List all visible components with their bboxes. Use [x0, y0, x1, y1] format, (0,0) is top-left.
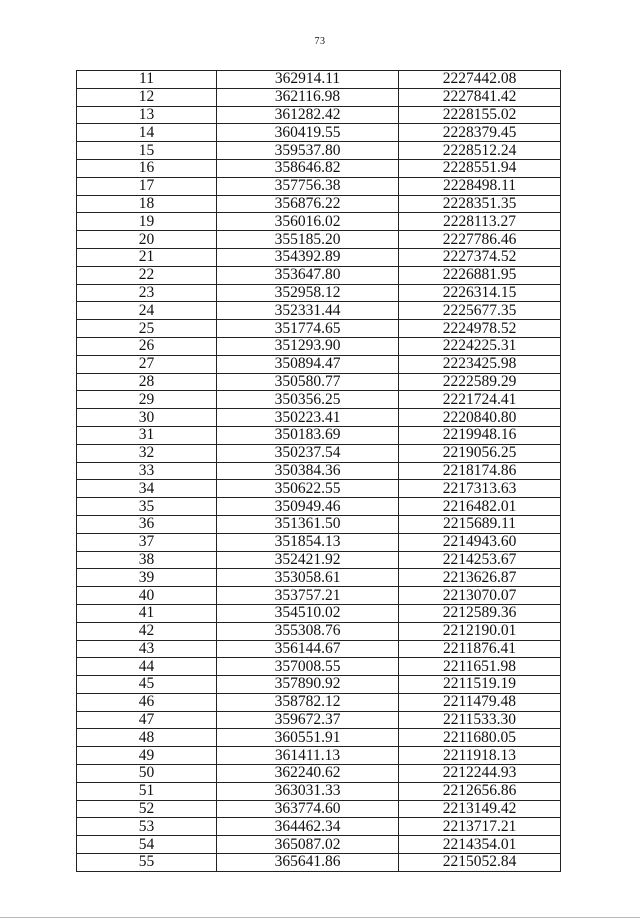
- y-coordinate-cell: 2215689.11: [399, 515, 561, 533]
- point-number-cell: 53: [77, 818, 217, 836]
- point-number-cell: 55: [77, 854, 217, 872]
- y-coordinate-cell: 2222589.29: [399, 373, 561, 391]
- y-coordinate-cell: 2227374.52: [399, 248, 561, 266]
- table-row: [77, 337, 561, 355]
- table-row: [77, 640, 561, 658]
- x-coordinate-cell: 358782.12: [217, 693, 399, 711]
- x-coordinate-cell: 351293.90: [217, 337, 399, 355]
- table-row: [77, 515, 561, 533]
- y-coordinate-cell: 2221724.41: [399, 391, 561, 409]
- y-coordinate-cell: 2218174.86: [399, 462, 561, 480]
- table-row: [77, 231, 561, 249]
- point-number-cell: 14: [77, 124, 217, 142]
- x-coordinate-cell: 352421.92: [217, 551, 399, 569]
- table-row: [77, 658, 561, 676]
- point-number-cell: 35: [77, 498, 217, 516]
- y-coordinate-cell: 2213070.07: [399, 587, 561, 605]
- point-number-cell: 36: [77, 515, 217, 533]
- table-row: [77, 693, 561, 711]
- point-number-cell: 16: [77, 159, 217, 177]
- table-row: [77, 124, 561, 142]
- table-row: [77, 836, 561, 854]
- point-number-cell: 29: [77, 391, 217, 409]
- y-coordinate-cell: 2211479.48: [399, 693, 561, 711]
- x-coordinate-cell: 353647.80: [217, 266, 399, 284]
- point-number-cell: 26: [77, 337, 217, 355]
- x-coordinate-cell: 365087.02: [217, 836, 399, 854]
- y-coordinate-cell: 2228113.27: [399, 213, 561, 231]
- point-number-cell: 38: [77, 551, 217, 569]
- point-number-cell: 15: [77, 142, 217, 160]
- x-coordinate-cell: 351361.50: [217, 515, 399, 533]
- x-coordinate-cell: 364462.34: [217, 818, 399, 836]
- y-coordinate-cell: 2224225.31: [399, 337, 561, 355]
- point-number-cell: 37: [77, 533, 217, 551]
- y-coordinate-cell: 2214253.67: [399, 551, 561, 569]
- x-coordinate-cell: 351854.13: [217, 533, 399, 551]
- point-number-cell: 45: [77, 676, 217, 694]
- x-coordinate-cell: 350949.46: [217, 498, 399, 516]
- table-row: [77, 569, 561, 587]
- table-row: [77, 711, 561, 729]
- point-number-cell: 22: [77, 266, 217, 284]
- x-coordinate-cell: 355308.76: [217, 622, 399, 640]
- x-coordinate-cell: 353058.61: [217, 569, 399, 587]
- table-row: [77, 302, 561, 320]
- x-coordinate-cell: 350356.25: [217, 391, 399, 409]
- table-row: [77, 426, 561, 444]
- x-coordinate-cell: 363774.60: [217, 800, 399, 818]
- y-coordinate-cell: 2226314.15: [399, 284, 561, 302]
- y-coordinate-cell: 2211651.98: [399, 658, 561, 676]
- point-number-cell: 42: [77, 622, 217, 640]
- x-coordinate-cell: 360551.91: [217, 729, 399, 747]
- table-row: [77, 248, 561, 266]
- point-number-cell: 28: [77, 373, 217, 391]
- table-row: [77, 88, 561, 106]
- y-coordinate-cell: 2213149.42: [399, 800, 561, 818]
- point-number-cell: 44: [77, 658, 217, 676]
- table-row: [77, 676, 561, 694]
- x-coordinate-cell: 354392.89: [217, 248, 399, 266]
- x-coordinate-cell: 355185.20: [217, 231, 399, 249]
- table-row: [77, 765, 561, 783]
- table-row: [77, 444, 561, 462]
- y-coordinate-cell: 2215052.84: [399, 854, 561, 872]
- coordinates-table: [76, 70, 561, 872]
- x-coordinate-cell: 350622.55: [217, 480, 399, 498]
- point-number-cell: 20: [77, 231, 217, 249]
- point-number-cell: 24: [77, 302, 217, 320]
- point-number-cell: 43: [77, 640, 217, 658]
- table-row: [77, 498, 561, 516]
- x-coordinate-cell: 350384.36: [217, 462, 399, 480]
- table-row: [77, 818, 561, 836]
- point-number-cell: 23: [77, 284, 217, 302]
- table-row: [77, 622, 561, 640]
- y-coordinate-cell: 2211918.13: [399, 747, 561, 765]
- table-row: [77, 587, 561, 605]
- y-coordinate-cell: 2212589.36: [399, 604, 561, 622]
- y-coordinate-cell: 2228551.94: [399, 159, 561, 177]
- table-row: [77, 480, 561, 498]
- point-number-cell: 31: [77, 426, 217, 444]
- x-coordinate-cell: 350223.41: [217, 409, 399, 427]
- table-row: [77, 409, 561, 427]
- x-coordinate-cell: 357008.55: [217, 658, 399, 676]
- x-coordinate-cell: 362240.62: [217, 765, 399, 783]
- table-row: [77, 266, 561, 284]
- x-coordinate-cell: 357756.38: [217, 177, 399, 195]
- coordinates-table-body: [77, 71, 561, 872]
- y-coordinate-cell: 2227841.42: [399, 88, 561, 106]
- table-row: [77, 391, 561, 409]
- table-row: [77, 729, 561, 747]
- x-coordinate-cell: 352958.12: [217, 284, 399, 302]
- point-number-cell: 17: [77, 177, 217, 195]
- y-coordinate-cell: 2219948.16: [399, 426, 561, 444]
- table-row: [77, 320, 561, 338]
- point-number-cell: 21: [77, 248, 217, 266]
- x-coordinate-cell: 359537.80: [217, 142, 399, 160]
- point-number-cell: 25: [77, 320, 217, 338]
- x-coordinate-cell: 350580.77: [217, 373, 399, 391]
- table-row: [77, 355, 561, 373]
- y-coordinate-cell: 2228512.24: [399, 142, 561, 160]
- y-coordinate-cell: 2211876.41: [399, 640, 561, 658]
- x-coordinate-cell: 359672.37: [217, 711, 399, 729]
- point-number-cell: 40: [77, 587, 217, 605]
- table-row: [77, 195, 561, 213]
- x-coordinate-cell: 361282.42: [217, 106, 399, 124]
- table-row: [77, 71, 561, 89]
- x-coordinate-cell: 351774.65: [217, 320, 399, 338]
- x-coordinate-cell: 350894.47: [217, 355, 399, 373]
- point-number-cell: 46: [77, 693, 217, 711]
- point-number-cell: 49: [77, 747, 217, 765]
- y-coordinate-cell: 2223425.98: [399, 355, 561, 373]
- x-coordinate-cell: 363031.33: [217, 782, 399, 800]
- point-number-cell: 34: [77, 480, 217, 498]
- x-coordinate-cell: 358646.82: [217, 159, 399, 177]
- page-number: 73: [314, 36, 326, 47]
- y-coordinate-cell: 2225677.35: [399, 302, 561, 320]
- y-coordinate-cell: 2213626.87: [399, 569, 561, 587]
- table-row: [77, 462, 561, 480]
- point-number-cell: 27: [77, 355, 217, 373]
- x-coordinate-cell: 357890.92: [217, 676, 399, 694]
- table-row: [77, 213, 561, 231]
- point-number-cell: 39: [77, 569, 217, 587]
- y-coordinate-cell: 2228351.35: [399, 195, 561, 213]
- y-coordinate-cell: 2224978.52: [399, 320, 561, 338]
- y-coordinate-cell: 2212656.86: [399, 782, 561, 800]
- y-coordinate-cell: 2214354.01: [399, 836, 561, 854]
- point-number-cell: 18: [77, 195, 217, 213]
- point-number-cell: 11: [77, 71, 217, 89]
- point-number-cell: 52: [77, 800, 217, 818]
- table-row: [77, 604, 561, 622]
- point-number-cell: 33: [77, 462, 217, 480]
- point-number-cell: 54: [77, 836, 217, 854]
- point-number-cell: 19: [77, 213, 217, 231]
- table-row: [77, 782, 561, 800]
- x-coordinate-cell: 354510.02: [217, 604, 399, 622]
- y-coordinate-cell: 2226881.95: [399, 266, 561, 284]
- point-number-cell: 48: [77, 729, 217, 747]
- y-coordinate-cell: 2227442.08: [399, 71, 561, 89]
- x-coordinate-cell: 360419.55: [217, 124, 399, 142]
- table-row: [77, 747, 561, 765]
- point-number-cell: 41: [77, 604, 217, 622]
- x-coordinate-cell: 356144.67: [217, 640, 399, 658]
- x-coordinate-cell: 350183.69: [217, 426, 399, 444]
- x-coordinate-cell: 362116.98: [217, 88, 399, 106]
- point-number-cell: 13: [77, 106, 217, 124]
- x-coordinate-cell: 361411.13: [217, 747, 399, 765]
- y-coordinate-cell: 2211533.30: [399, 711, 561, 729]
- y-coordinate-cell: 2228379.45: [399, 124, 561, 142]
- y-coordinate-cell: 2228498.11: [399, 177, 561, 195]
- x-coordinate-cell: 353757.21: [217, 587, 399, 605]
- point-number-cell: 47: [77, 711, 217, 729]
- table-row: [77, 800, 561, 818]
- x-coordinate-cell: 362914.11: [217, 71, 399, 89]
- y-coordinate-cell: 2212190.01: [399, 622, 561, 640]
- y-coordinate-cell: 2219056.25: [399, 444, 561, 462]
- table-row: [77, 533, 561, 551]
- y-coordinate-cell: 2212244.93: [399, 765, 561, 783]
- y-coordinate-cell: 2217313.63: [399, 480, 561, 498]
- y-coordinate-cell: 2220840.80: [399, 409, 561, 427]
- point-number-cell: 12: [77, 88, 217, 106]
- point-number-cell: 30: [77, 409, 217, 427]
- point-number-cell: 50: [77, 765, 217, 783]
- x-coordinate-cell: 365641.86: [217, 854, 399, 872]
- x-coordinate-cell: 356016.02: [217, 213, 399, 231]
- y-coordinate-cell: 2211680.05: [399, 729, 561, 747]
- y-coordinate-cell: 2227786.46: [399, 231, 561, 249]
- table-row: [77, 106, 561, 124]
- y-coordinate-cell: 2228155.02: [399, 106, 561, 124]
- x-coordinate-cell: 350237.54: [217, 444, 399, 462]
- point-number-cell: 51: [77, 782, 217, 800]
- table-row: [77, 854, 561, 872]
- scan-edge-line: [0, 917, 640, 918]
- table-row: [77, 159, 561, 177]
- x-coordinate-cell: 356876.22: [217, 195, 399, 213]
- y-coordinate-cell: 2213717.21: [399, 818, 561, 836]
- table-row: [77, 551, 561, 569]
- x-coordinate-cell: 352331.44: [217, 302, 399, 320]
- y-coordinate-cell: 2216482.01: [399, 498, 561, 516]
- y-coordinate-cell: 2211519.19: [399, 676, 561, 694]
- table-row: [77, 284, 561, 302]
- table-row: [77, 142, 561, 160]
- point-number-cell: 32: [77, 444, 217, 462]
- y-coordinate-cell: 2214943.60: [399, 533, 561, 551]
- table-row: [77, 177, 561, 195]
- table-row: [77, 373, 561, 391]
